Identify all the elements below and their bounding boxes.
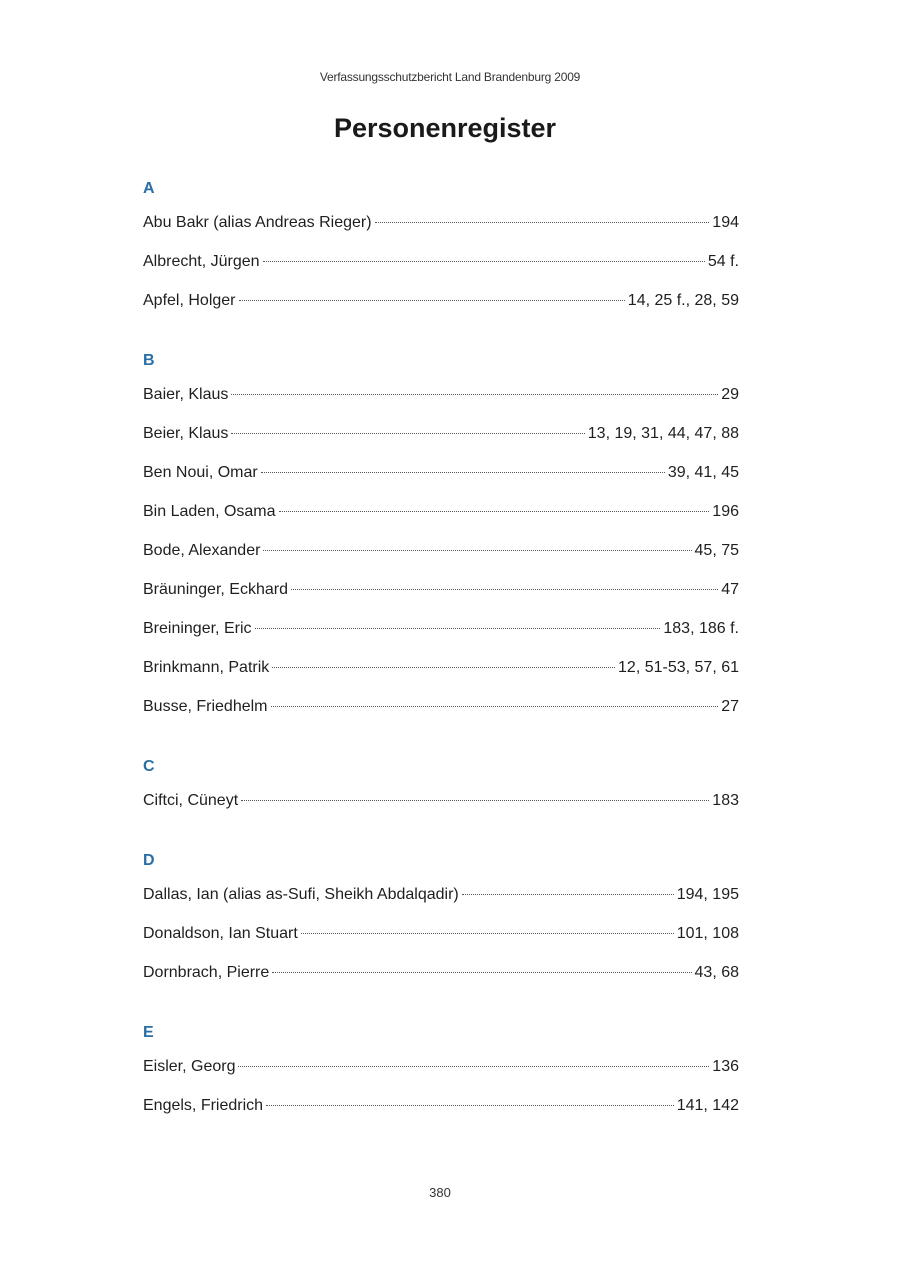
index-entry (143, 499, 739, 538)
running-header: Verfassungsschutzbericht Land Brandenburg 2009 (319, 70, 581, 84)
entry-pages: 54 f. (707, 253, 739, 270)
section-letter: E (143, 1024, 154, 1041)
page-number: 380 (429, 1185, 451, 1200)
entry-pages: 47 (721, 581, 739, 598)
dot-leader (238, 1066, 709, 1067)
index-entry (143, 210, 739, 249)
index-list (143, 178, 739, 1155)
dot-leader (271, 706, 719, 707)
index-entry (143, 249, 739, 288)
entry-pages: 27 (721, 698, 739, 715)
entry-pages: 12, 51-53, 57, 61 (618, 659, 739, 676)
entry-pages: 183, 186 f. (663, 620, 739, 637)
dot-leader (291, 589, 718, 590)
entry-name: Eisler, Georg (143, 1058, 236, 1075)
section-d (143, 850, 739, 999)
dot-leader (375, 222, 710, 223)
index-entry (143, 655, 739, 694)
dot-leader (241, 800, 709, 801)
index-entry (143, 538, 739, 577)
entry-pages: 194, 195 (676, 886, 739, 903)
index-entry (143, 421, 739, 460)
section-letter: D (143, 852, 155, 869)
dot-leader (279, 511, 710, 512)
index-entry (143, 460, 739, 499)
entry-pages: 194 (712, 214, 739, 231)
section-letter: A (143, 180, 155, 197)
entry-pages: 136 (712, 1058, 739, 1075)
section-letter: C (143, 758, 155, 775)
entry-name: Abu Bakr (alias Andreas Rieger) (143, 214, 372, 231)
entry-pages: 101, 108 (676, 925, 739, 942)
page-title: Personenregister (333, 113, 557, 143)
entry-name: Bode, Alexander (143, 542, 261, 559)
entry-name: Busse, Friedhelm (143, 698, 268, 715)
section-e (143, 1022, 739, 1132)
entry-pages: 39, 41, 45 (667, 464, 739, 481)
index-entry (143, 694, 739, 733)
index-entry (143, 882, 739, 921)
entry-name: Brinkmann, Patrik (143, 659, 270, 676)
dot-leader (272, 667, 615, 668)
entry-name: Albrecht, Jürgen (143, 253, 260, 270)
entry-pages: 196 (712, 503, 739, 520)
dot-leader (255, 628, 661, 629)
entry-name: Ben Noui, Omar (143, 464, 258, 481)
index-entry (143, 1093, 739, 1132)
entry-pages: 13, 19, 31, 44, 47, 88 (587, 425, 739, 442)
index-entry (143, 577, 739, 616)
entry-name: Baier, Klaus (143, 386, 229, 403)
index-entry (143, 921, 739, 960)
section-c (143, 756, 739, 827)
entry-name: Beier, Klaus (143, 425, 229, 442)
dot-leader (239, 300, 625, 301)
entry-pages: 141, 142 (676, 1097, 739, 1114)
index-entry (143, 616, 739, 655)
entry-pages: 29 (721, 386, 739, 403)
dot-leader (231, 433, 584, 434)
entry-pages: 183 (712, 792, 739, 809)
section-b (143, 350, 739, 733)
entry-pages: 43, 68 (694, 964, 739, 981)
dot-leader (263, 261, 705, 262)
entry-name: Breininger, Eric (143, 620, 252, 637)
dot-leader (462, 894, 674, 895)
entry-name: Bin Laden, Osama (143, 503, 276, 520)
entry-pages: 45, 75 (694, 542, 739, 559)
entry-name: Dornbrach, Pierre (143, 964, 270, 981)
dot-leader (301, 933, 674, 934)
entry-pages: 14, 25 f., 28, 59 (627, 292, 739, 309)
entry-name: Bräuninger, Eckhard (143, 581, 288, 598)
index-entry (143, 1054, 739, 1093)
index-entry (143, 382, 739, 421)
dot-leader (231, 394, 718, 395)
entry-name: Engels, Friedrich (143, 1097, 264, 1114)
dot-leader (261, 472, 665, 473)
dot-leader (266, 1105, 674, 1106)
section-letter: B (143, 352, 155, 369)
dot-leader (272, 972, 691, 973)
index-entry (143, 960, 739, 999)
index-entry (143, 788, 739, 827)
dot-leader (263, 550, 691, 551)
entry-name: Donaldson, Ian Stuart (143, 925, 298, 942)
entry-name: Ciftci, Cüneyt (143, 792, 239, 809)
entry-name: Dallas, Ian (alias as-Sufi, Sheikh Abdalqadir) (143, 886, 459, 903)
section-a (143, 178, 739, 327)
entry-name: Apfel, Holger (143, 292, 236, 309)
index-entry (143, 288, 739, 327)
